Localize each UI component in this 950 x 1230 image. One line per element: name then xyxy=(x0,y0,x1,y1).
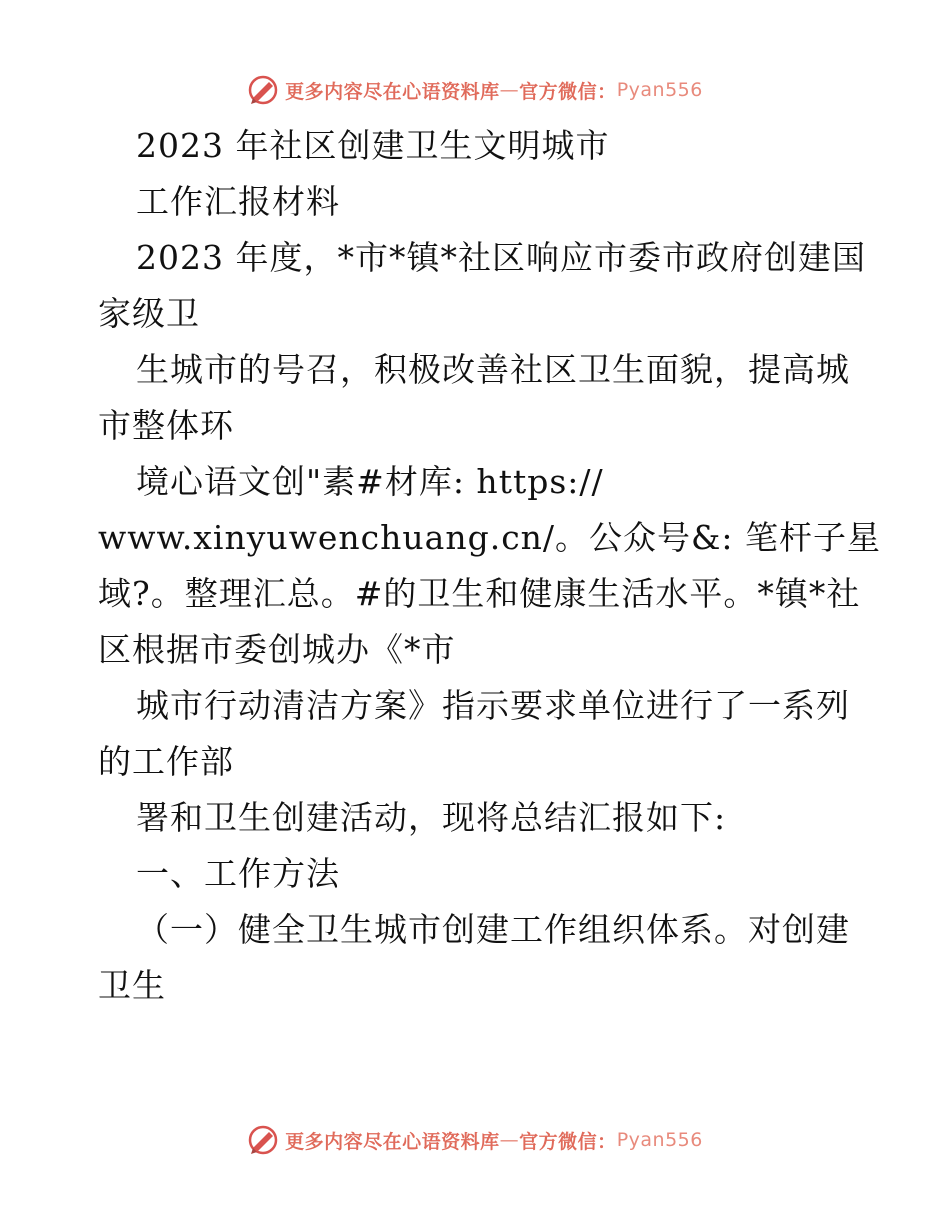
pen-logo-icon xyxy=(247,1124,279,1156)
watermark-text: 更多内容尽在心语资料库 xyxy=(285,1130,500,1153)
paragraph-line: 家级卫 xyxy=(98,294,200,333)
watermark-wechat-label: 官方微信： xyxy=(519,80,617,103)
paragraph-line: www.xinyuwenchuang.cn/。公众号&: 笔杆子星 xyxy=(98,518,882,557)
footer-watermark xyxy=(0,1120,950,1160)
subsection-line: （一）健全卫生城市创建工作组织体系。对创建 xyxy=(136,910,850,949)
watermark-dash: — xyxy=(499,1129,520,1151)
document-title-line-2: 工作汇报材料 xyxy=(136,182,340,221)
pen-logo-icon xyxy=(247,74,279,106)
watermark-wechat-id: Pyan556 xyxy=(616,1129,703,1151)
paragraph-line: 署和卫生创建活动，现将总结汇报如下: xyxy=(136,798,727,837)
section-heading: 一、工作方法 xyxy=(136,854,340,893)
paragraph-line: 区根据市委创城办《*市 xyxy=(98,630,456,669)
document-title-line-1: 2023 年社区创建卫生文明城市 xyxy=(136,126,610,165)
document-body xyxy=(98,118,882,1014)
watermark-wechat-id: Pyan556 xyxy=(616,79,703,101)
paragraph-line: 市整体环 xyxy=(98,406,234,445)
watermark-dash: — xyxy=(499,79,520,101)
header-watermark xyxy=(0,70,950,110)
watermark-text: 更多内容尽在心语资料库 xyxy=(285,80,500,103)
paragraph-line: 卫生 xyxy=(98,966,166,1005)
paragraph-line: 的工作部 xyxy=(98,742,234,781)
paragraph-line: 境心语文创"素#材库: https:// xyxy=(136,462,604,501)
paragraph-line: 域?。整理汇总。#的卫生和健康生活水平。*镇*社 xyxy=(98,574,861,613)
watermark-wechat-label: 官方微信： xyxy=(519,1130,617,1153)
paragraph-line: 生城市的号召，积极改善社区卫生面貌，提高城 xyxy=(136,350,850,389)
paragraph-line: 城市行动清洁方案》指示要求单位进行了一系列 xyxy=(136,686,850,725)
paragraph-line: 2023 年度，*市*镇*社区响应市委市政府创建国 xyxy=(136,238,866,277)
